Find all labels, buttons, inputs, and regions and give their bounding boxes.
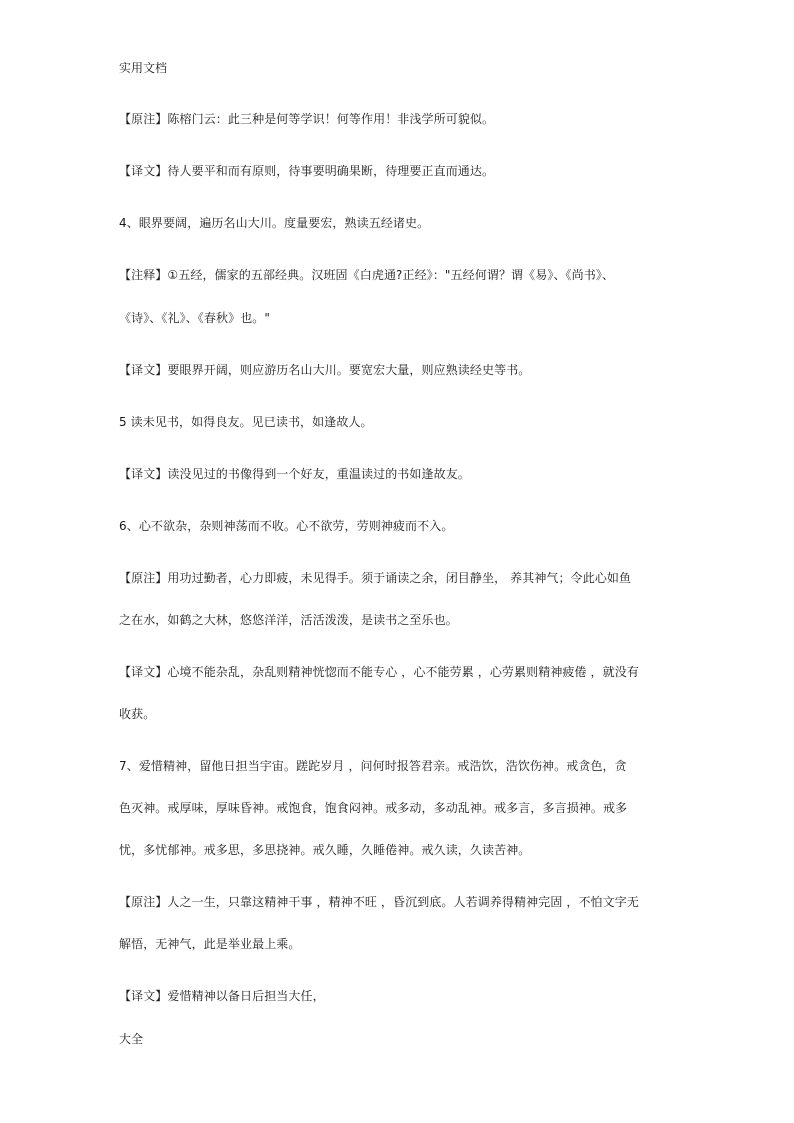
page-header: 实用文档: [119, 61, 168, 75]
text-line: 【译文】爱惜精神以备日后担当大任，: [119, 989, 325, 1003]
text-line: 【原注】陈榕门云：此三种是何等学识！何等作用！非浅学所可貌似。: [119, 112, 495, 126]
text-line: 6、心不欲杂，杂则神荡而不收。心不欲劳，劳则神疲而不入。: [119, 519, 454, 533]
text-line: 【译文】心境不能杂乱，杂乱则精神恍惚而不能专心 ，心不能劳累 ，心劳累则精神疲倦 ，就没有: [119, 665, 639, 679]
text-line: 5 读未见书，如得良友。见已读书，如逢故人。: [119, 415, 373, 429]
text-line: 【注释】①五经，儒家的五部经典。汉班固《白虎通?正经》："五经何谓？谓《易》、《尚书》、: [119, 268, 615, 282]
text-line: 4、眼界要阔，遍历名山大川。度量要宏，熟读五经诸史。: [119, 216, 430, 230]
text-line: 色灭神。戒厚味，厚味昏神。戒饱食，饱食闷神。戒多动，多动乱神。戒多言，多言损神。戒多: [119, 801, 628, 815]
text-line: 《诗》、《礼》、《春秋》也。": [119, 311, 271, 325]
text-line: 【原注】用功过勤者，心力即疲，未见得手。须于诵读之余，闭目静坐， 养其神气；令此心如鱼: [119, 571, 632, 585]
text-line: 7、爱惜精神，留他日担当宇宙。蹉跎岁月 ，问何时报答君亲。戒浩饮，浩饮伤神。戒贪色，贪: [119, 759, 627, 773]
text-line: 之在水，如鹤之大林，悠悠洋洋，活活泼泼，是读书之至乐也。: [119, 613, 458, 627]
text-line: 【译文】要眼界开阔，则应游历名山大川。要宽宏大量，则应熟读经史等书。: [119, 363, 531, 377]
text-line: 忧，多忧郁神。戒多思，多思挠神。戒久睡，久睡倦神。戒久读，久读苦神。: [119, 843, 531, 857]
text-line: 解悟，无神气，此是举业最上乘。: [119, 937, 301, 951]
page-footer: 大全: [119, 1032, 144, 1046]
text-line: 【译文】待人要平和而有原则，待事要明确果断，待理要正直而通达。: [119, 164, 495, 178]
text-line: 【译文】读没见过的书像得到一个好友，重温读过的书如逢故友。: [119, 467, 470, 481]
text-line: 【原注】人之一生，只靠这精神干事 ，精神不旺 ，昏沉到底。人若调养得精神完固 ，不怕文字无: [119, 895, 639, 909]
text-line: 收获。: [119, 707, 156, 721]
